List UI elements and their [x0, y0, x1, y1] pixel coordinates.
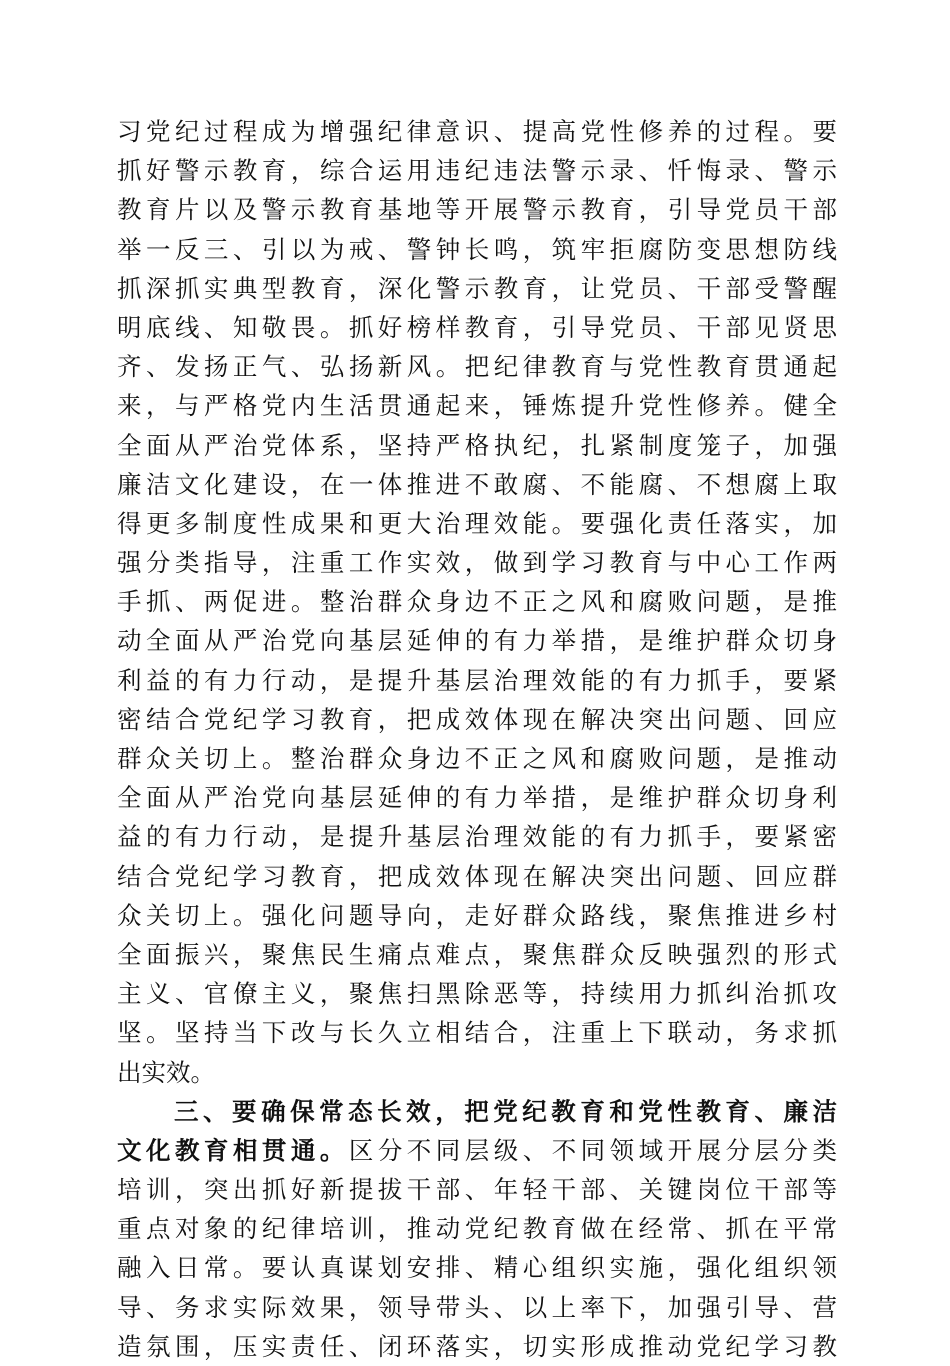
- body-line: 抓好警示教育，综合运用违纪违法警示录、忏悔录、警示: [117, 156, 837, 186]
- section-body-text: 区分不同层级、不同领域开展分层分类: [348, 1135, 838, 1165]
- body-line: 全面振兴，聚焦民生痛点难点，聚焦群众反映强烈的形式: [117, 939, 837, 969]
- body-line: 群众关切上。整治群众身边不正之风和腐败问题，是推动: [117, 744, 837, 773]
- body-line: 融入日常。要认真谋划安排、精心组织实施，强化组织领: [117, 1253, 837, 1283]
- body-line: 结合党纪学习教育，把成效体现在解决突出问题、回应群: [117, 861, 837, 891]
- section-heading-continuation: 文化教育相贯通。: [117, 1135, 349, 1165]
- section-heading: 三、要确保常态长效，把党纪教育和党性教育、廉洁: [174, 1096, 837, 1126]
- body-line: 手抓、两促进。整治群众身边不正之风和腐败问题，是推: [117, 587, 837, 617]
- body-line: 全面从严治党体系，坚持严格执纪，扎紧制度笼子，加强: [117, 430, 837, 460]
- body-line: 教育片以及警示教育基地等开展警示教育，引导党员干部: [117, 195, 837, 225]
- body-line: 齐、发扬正气、弘扬新风。把纪律教育与党性教育贯通起: [117, 352, 837, 382]
- body-line: 主义、官僚主义，聚焦扫黑除恶等，持续用力抓纠治抓攻: [117, 979, 837, 1009]
- body-line: 举一反三、引以为戒、警钟长鸣，筑牢拒腐防变思想防线: [117, 234, 837, 264]
- section-heading-line: [117, 1131, 837, 1170]
- document-body: [117, 112, 837, 1366]
- body-line: 出实效。: [117, 1057, 215, 1087]
- body-line: 利益的有力行动，是提升基层治理效能的有力抓手，要紧: [117, 665, 837, 695]
- body-line: 廉洁文化建设，在一体推进不敢腐、不能腐、不想腐上取: [117, 469, 837, 499]
- body-line: 造氛围，压实责任、闭环落实，切实形成推动党纪学习教: [117, 1331, 837, 1361]
- body-line: 益的有力行动，是提升基层治理效能的有力抓手，要紧密: [117, 822, 837, 852]
- body-line: 密结合党纪学习教育，把成效体现在解决突出问题、回应: [117, 704, 837, 734]
- body-line: 动全面从严治党向基层延伸的有力举措，是维护群众切身: [117, 626, 837, 656]
- body-line: 坚。坚持当下改与长久立相结合，注重上下联动，务求抓: [117, 1018, 837, 1048]
- body-line: 习党纪过程成为增强纪律意识、提高党性修养的过程。要: [117, 117, 837, 146]
- body-line: 导、务求实际效果，领导带头、以上率下，加强引导、营: [117, 1292, 837, 1322]
- body-line: 全面从严治党向基层延伸的有力举措，是维护群众切身利: [117, 783, 837, 813]
- body-line: 来，与严格党内生活贯通起来，锤炼提升党性修养。健全: [117, 391, 837, 421]
- body-line: 重点对象的纪律培训，推动党纪教育做在经常、抓在平常: [117, 1214, 837, 1244]
- body-line: 得更多制度性成果和更大治理效能。要强化责任落实，加: [117, 508, 837, 538]
- body-line: 强分类指导，注重工作实效，做到学习教育与中心工作两: [117, 548, 837, 578]
- body-line: 明底线、知敬畏。抓好榜样教育，引导党员、干部见贤思: [117, 312, 837, 342]
- body-line: 培训，突出抓好新提拔干部、年轻干部、关键岗位干部等: [117, 1175, 837, 1205]
- body-line: 抓深抓实典型教育，深化警示教育，让党员、干部受警醒: [117, 273, 837, 303]
- body-line: 众关切上。强化问题导向，走好群众路线，聚焦推进乡村: [117, 900, 837, 930]
